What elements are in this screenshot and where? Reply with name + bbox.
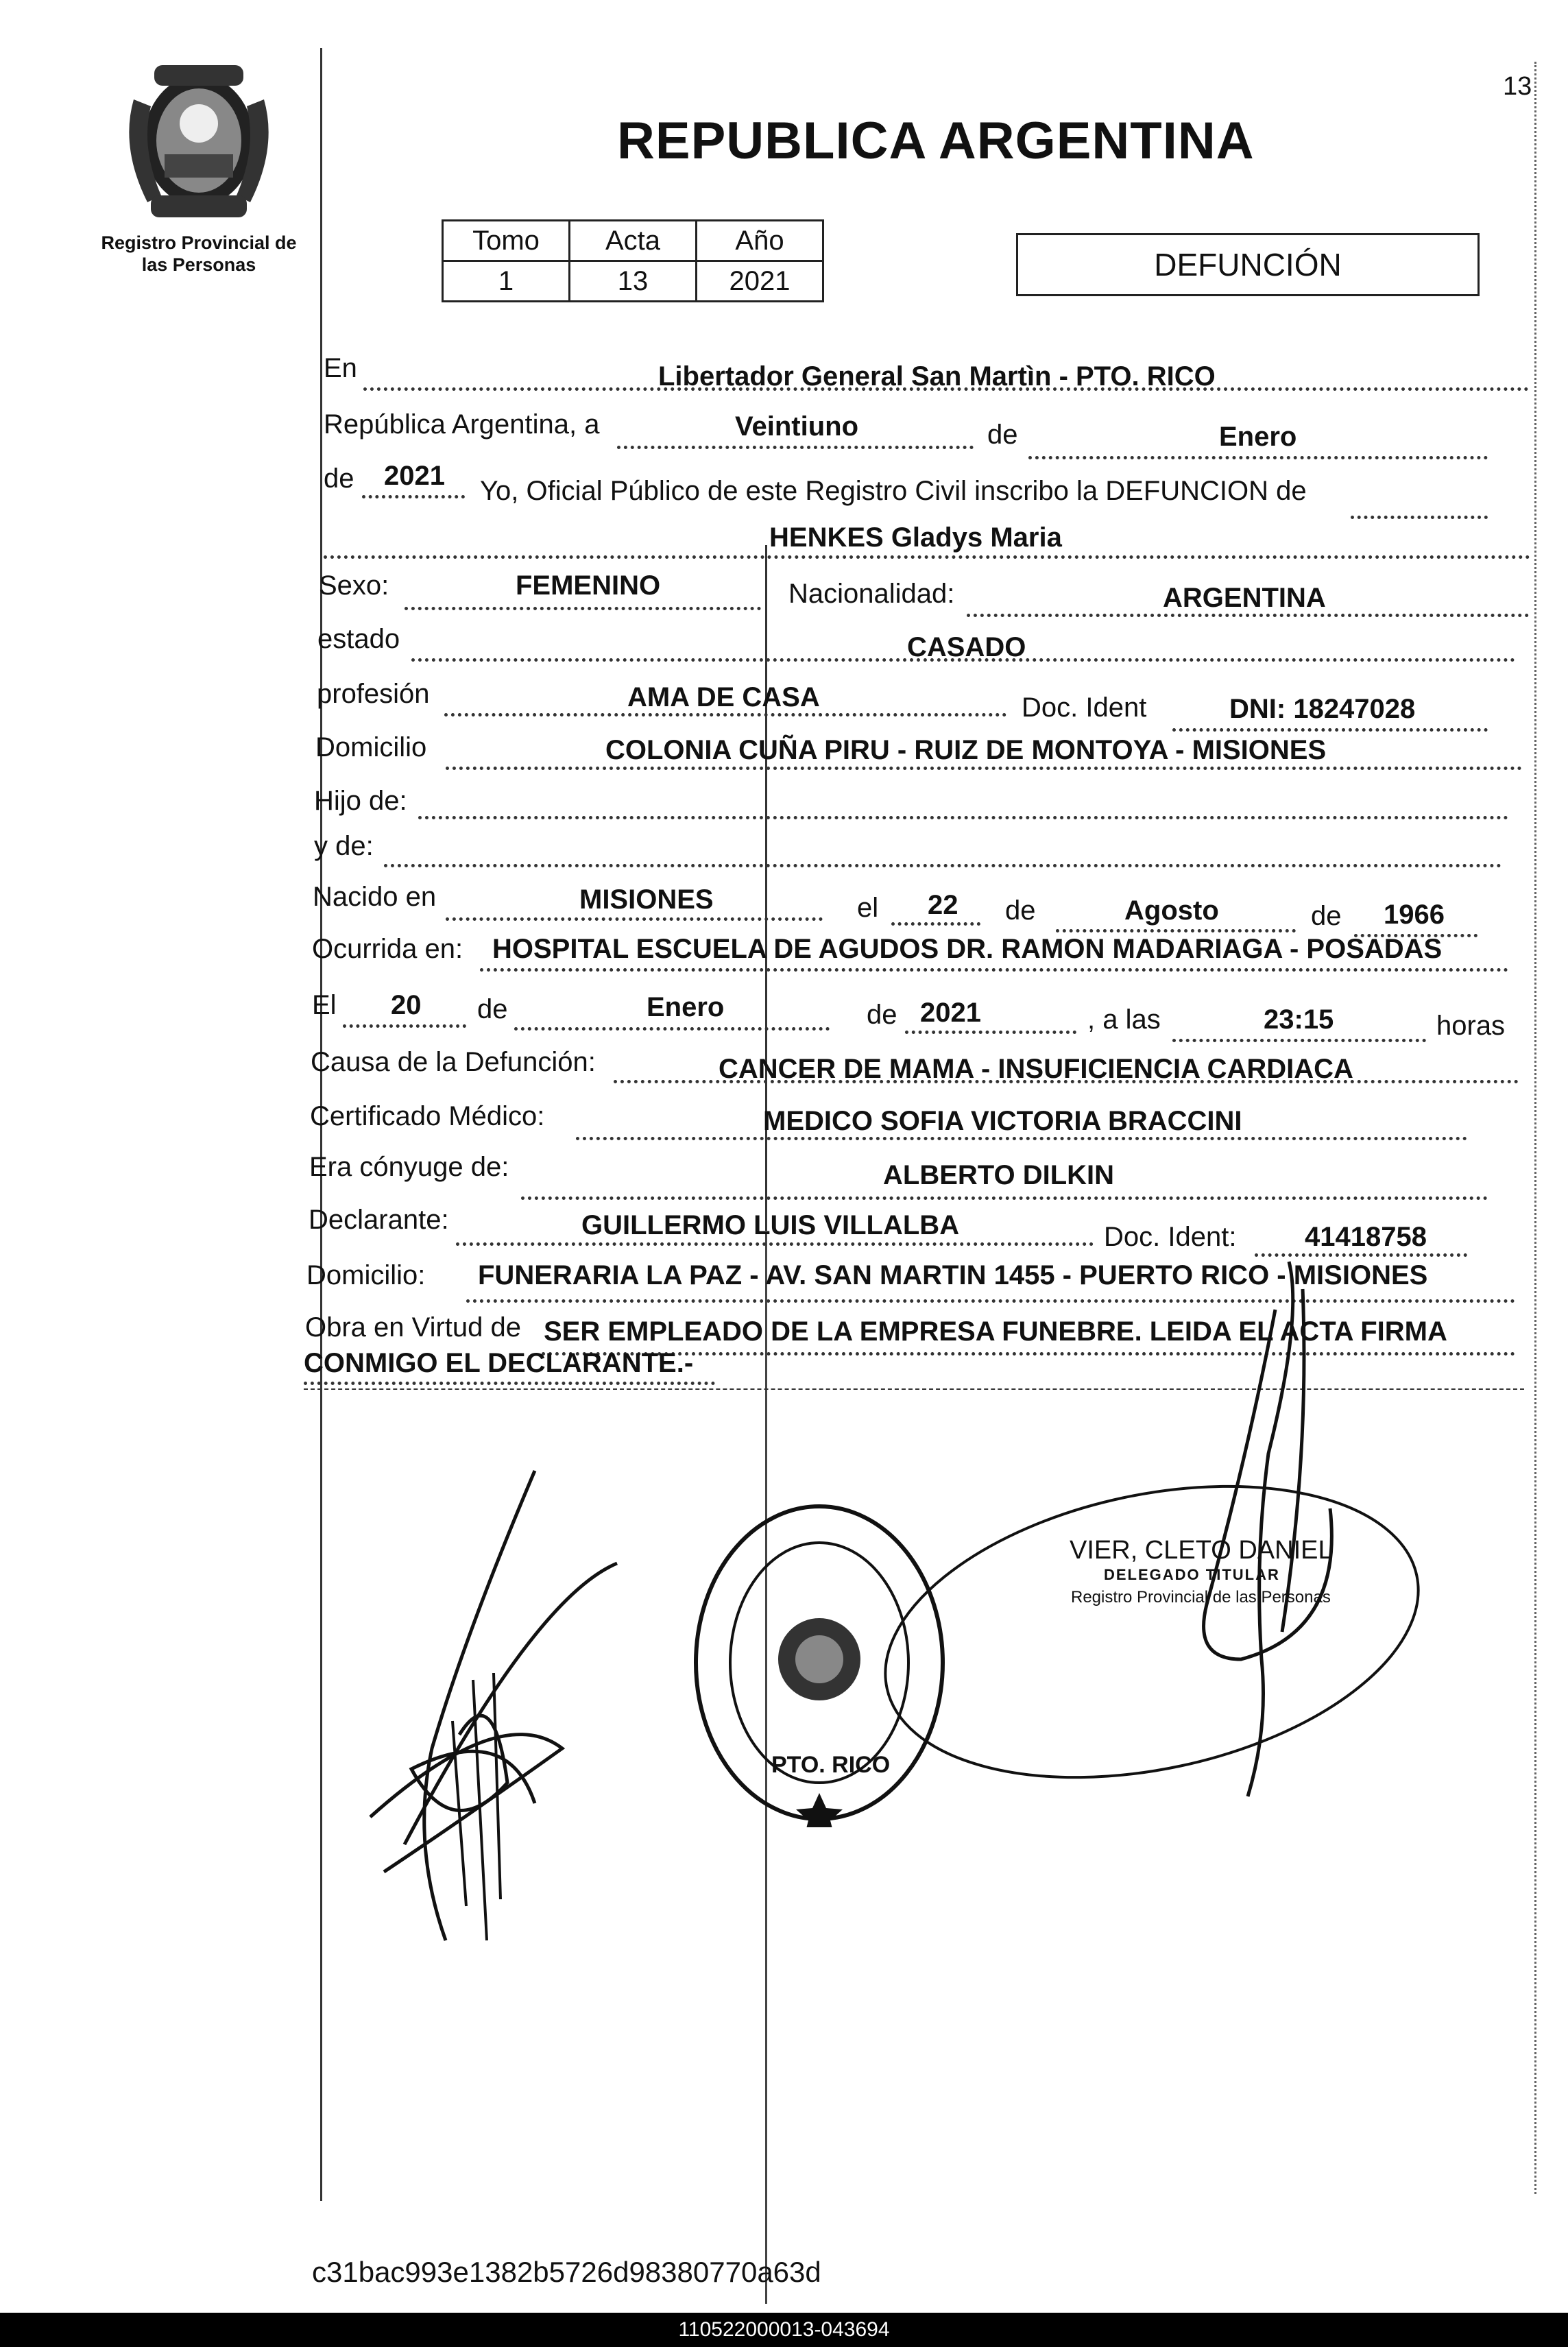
registry-label: Registro Provincial de las Personas — [101, 232, 297, 275]
official-org: Registro Provincial de las Personas — [1071, 1588, 1331, 1606]
dotted-line — [343, 1024, 466, 1028]
civil-status-value: CASADO — [907, 632, 1026, 662]
deceased-name: HENKES Gladys Maria — [769, 522, 1062, 553]
province-emblem — [120, 58, 278, 223]
tomo-value: 1 — [443, 261, 570, 302]
reason-label: Obra en Virtud de — [305, 1312, 522, 1343]
official-title: DELEGADO TITULAR — [1104, 1566, 1280, 1583]
profession-value: AMA DE CASA — [627, 682, 820, 712]
profession-label: profesión — [317, 679, 430, 709]
dotted-line — [444, 713, 1006, 717]
dotted-line — [1351, 516, 1488, 519]
official-name: VIER, CLETO DANIEL — [1070, 1536, 1333, 1565]
reason-line1: SER EMPLEADO DE LA EMPRESA FUNEBRE. LEIDA EL ACTA FIRMA — [544, 1316, 1447, 1347]
page-number: 13 — [1503, 72, 1532, 101]
death-day-value: 20 — [391, 990, 422, 1020]
declarant-value: GUILLERMO LUIS VILLALBA — [581, 1210, 960, 1240]
born-in-label: Nacido en — [313, 882, 437, 912]
document-title: REPUBLICA ARGENTINA — [617, 112, 1255, 170]
acta-value: 13 — [570, 261, 697, 302]
document-hash: c31bac993e1382b5726d98380770a63d — [312, 2256, 821, 2288]
certificate-label: Certificado Médico: — [310, 1101, 545, 1131]
occurred-place-value: HOSPITAL ESCUELA DE AGUDOS DR. RAMON MADARIAGA - POSADAS — [492, 934, 1443, 964]
sex-value: FEMENINO — [516, 570, 661, 601]
occurred-label: Ocurrida en: — [312, 934, 463, 964]
de-label: de — [987, 420, 1018, 450]
birth-month-value: Agosto — [1124, 895, 1219, 926]
footer-code: 110522000013-043694 — [0, 2313, 1568, 2347]
dotted-line — [405, 607, 761, 610]
death-time-value: 23:15 — [1264, 1004, 1334, 1035]
declarant-address-value: FUNERARIA LA PAZ - AV. SAN MARTIN 1455 - PUERTO RICO - MISIONES — [478, 1260, 1428, 1290]
reason-line2: CONMIGO EL DECLARANTE.- — [304, 1348, 694, 1378]
el-label: El — [312, 990, 337, 1020]
address-label: Domicilio — [315, 732, 427, 762]
statement-text: Yo, Oficial Público de este Registro Civil inscribo la DEFUNCION de — [480, 476, 1307, 506]
child-of-label: Hijo de: — [314, 786, 407, 816]
ano-value: 2021 — [697, 261, 823, 302]
official-signature — [1166, 1248, 1371, 1810]
at-label: , a las — [1087, 1004, 1161, 1035]
dotted-line — [891, 922, 980, 926]
hours-label: horas — [1436, 1011, 1506, 1041]
place-value: Libertador General San Martìn - PTO. RICO — [658, 361, 1216, 392]
dotted-line — [1028, 456, 1488, 459]
de-label: de — [477, 994, 508, 1024]
dotted-line — [1172, 728, 1488, 732]
tomo-header: Tomo — [443, 221, 570, 261]
el-label: el — [857, 893, 879, 923]
country-label: República Argentina, a — [324, 409, 600, 440]
dotted-line — [446, 917, 823, 921]
dotted-line — [362, 495, 465, 498]
dotted-line — [514, 1027, 830, 1031]
month-value: Enero — [1219, 422, 1297, 452]
year-value: 2021 — [384, 461, 445, 491]
dotted-line — [905, 1031, 1076, 1034]
certificate-value: MEDICO SOFIA VICTORIA BRACCINI — [763, 1106, 1242, 1136]
acta-header: Acta — [570, 221, 697, 261]
de-label: de — [867, 1000, 897, 1030]
and-of-label: y de: — [314, 831, 374, 861]
dotted-line — [384, 864, 1501, 867]
dotted-line — [967, 614, 1529, 617]
dotted-line — [456, 1242, 1094, 1246]
civil-status-label: estado — [317, 624, 400, 654]
birth-year-value: 1966 — [1384, 900, 1445, 930]
doc-value: DNI: 18247028 — [1229, 694, 1416, 724]
dotted-line — [521, 1196, 1488, 1200]
spouse-label: Era cónyuge de: — [309, 1152, 509, 1182]
declarant-label: Declarante: — [309, 1205, 449, 1235]
spouse-value: ALBERTO DILKIN — [883, 1160, 1115, 1190]
round-stamp-place: PTO. RICO — [771, 1752, 891, 1778]
death-year-value: 2021 — [920, 998, 981, 1028]
de-label: de — [1311, 901, 1342, 931]
dotted-line — [1056, 929, 1296, 932]
dotted-line — [576, 1137, 1467, 1140]
day-words-value: Veintiuno — [735, 411, 858, 442]
nationality-label: Nacionalidad: — [788, 579, 955, 609]
cause-label: Causa de la Defunción: — [311, 1047, 596, 1077]
cause-value: CANCER DE MAMA - INSUFICIENCIA CARDIACA — [719, 1054, 1353, 1084]
volume-table — [442, 219, 824, 302]
declarant-doc-value: 41418758 — [1305, 1222, 1427, 1252]
de-label: de — [1005, 895, 1036, 926]
record-type-box: DEFUNCIÓN — [1016, 233, 1480, 296]
declarant-doc-label: Doc. Ident: — [1104, 1222, 1237, 1252]
dotted-line — [617, 446, 974, 449]
born-in-value: MISIONES — [579, 884, 714, 915]
dotted-line — [324, 555, 1530, 559]
dotted-line — [304, 1382, 715, 1385]
declarant-address-label: Domicilio: — [306, 1260, 426, 1290]
birth-day-value: 22 — [928, 890, 958, 920]
right-margin-line — [1534, 62, 1536, 2194]
nationality-value: ARGENTINA — [1163, 583, 1326, 613]
doc-label: Doc. Ident — [1022, 693, 1147, 723]
dotted-line — [418, 816, 1508, 819]
ano-header: Año — [697, 221, 823, 261]
address-value: COLONIA CUÑA PIRU - RUIZ DE MONTOYA - MISIONES — [605, 735, 1327, 765]
dotted-line — [480, 968, 1508, 972]
de-label: de — [324, 464, 354, 494]
sex-label: Sexo: — [319, 570, 389, 601]
declarant-signature — [329, 1460, 644, 1975]
dotted-line — [1172, 1039, 1426, 1042]
death-month-value: Enero — [647, 992, 725, 1022]
en-label: En — [324, 353, 357, 383]
dotted-line — [446, 767, 1522, 770]
